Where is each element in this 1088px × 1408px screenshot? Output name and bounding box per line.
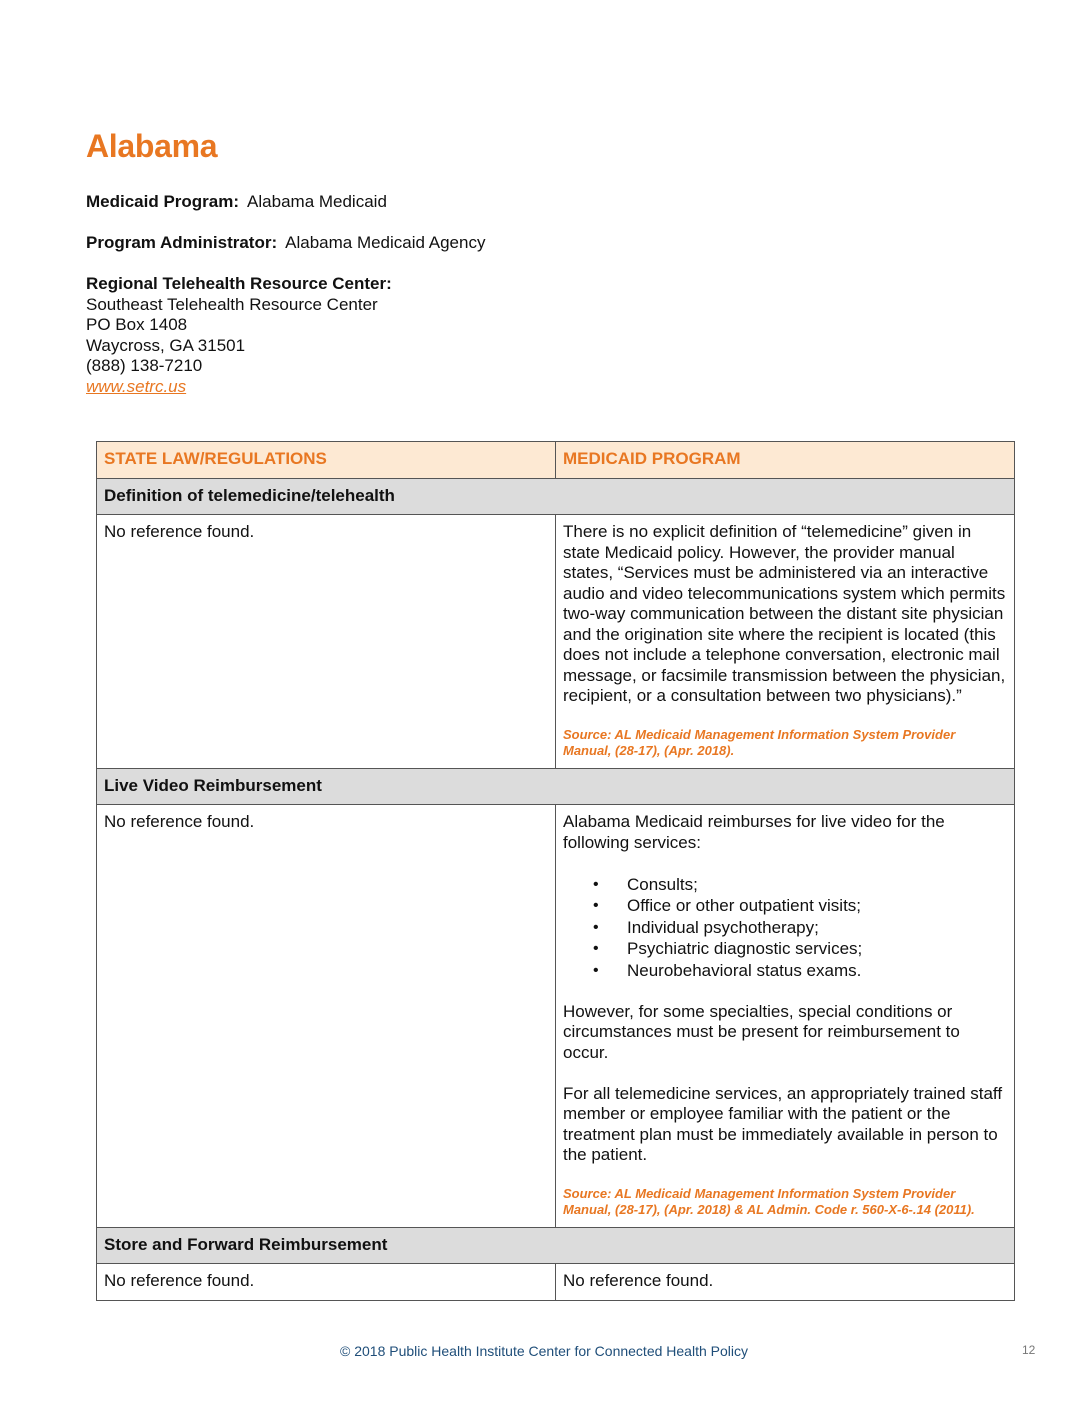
medicaid-intro-text: Alabama Medicaid reimburses for live video for the following services:	[563, 812, 945, 852]
resource-center-phone: (888) 138-7210	[86, 356, 203, 375]
list-item: • Neurobehavioral status exams.	[563, 960, 1007, 982]
footer-copyright: © 2018 Public Health Institute Center for Connected Health Policy	[340, 1343, 748, 1359]
state-law-cell	[97, 805, 556, 1228]
program-administrator-value: Alabama Medicaid Agency	[285, 233, 486, 252]
program-administrator-line	[86, 233, 485, 254]
state-law-text: No reference found.	[104, 1271, 255, 1290]
resource-center-city: Waycross, GA 31501	[86, 335, 246, 355]
resource-center-block	[86, 274, 392, 397]
section-title: Store and Forward Reimbursement	[97, 1227, 1015, 1264]
state-law-text: No reference found.	[104, 522, 255, 541]
medicaid-cell	[556, 1264, 1015, 1301]
medicaid-program-label: Medicaid Program:	[86, 192, 240, 211]
section-row-definition	[97, 478, 1015, 515]
table-row	[97, 1264, 1015, 1301]
header-state-law: STATE LAW/REGULATIONS	[97, 442, 556, 479]
state-law-cell	[97, 1264, 556, 1301]
source-citation: Source: AL Medicaid Management Information System Provider Manual, (28-17), (Apr. 2018) & AL Admin. Code r. 560-X-6-.14 (2011).	[563, 1185, 975, 1217]
list-item: • Office or other outpatient visits;	[563, 895, 1007, 917]
page-number: 12	[1022, 1343, 1036, 1357]
medicaid-cell	[556, 805, 1015, 1228]
medicaid-paragraph: For all telemedicine services, an appropriately trained staff member or employee familiar with the patient or the treatment plan must be immediately available in person to the patient.	[563, 1083, 1003, 1164]
section-title: Live Video Reimbursement	[97, 768, 1015, 805]
services-list	[563, 874, 1007, 982]
policy-table	[96, 441, 1015, 1301]
state-law-cell	[97, 515, 556, 769]
state-law-text: No reference found.	[104, 812, 255, 831]
medicaid-program-value: Alabama Medicaid	[247, 192, 387, 211]
medicaid-paragraph: However, for some specialties, special conditions or circumstances must be present for reimbursement to occur.	[563, 1001, 960, 1062]
program-administrator-label: Program Administrator:	[86, 233, 278, 252]
page-title: Alabama	[86, 128, 218, 164]
section-title: Definition of telemedicine/telehealth	[97, 478, 1015, 515]
medicaid-text: There is no explicit definition of “telemedicine” given in state Medicaid policy. However, the provider manual states, “Services must be administered via an interactive audio and video telecommunications system which permits two-way communication between the distant site physician and the origination site where the recipient is located (this does not include a telephone conversation, electronic mail message, or facsimile transmission between the physician, recipient, or a consultation between two physicians).”	[563, 522, 1006, 705]
header-medicaid-program: MEDICAID PROGRAM	[556, 442, 1015, 479]
list-item: • Individual psychotherapy;	[563, 917, 1007, 939]
list-item: • Consults;	[563, 874, 1007, 896]
resource-center-po-box: PO Box 1408	[86, 315, 188, 334]
table-row	[97, 805, 1015, 1228]
resource-center-name: Southeast Telehealth Resource Center	[86, 294, 378, 314]
source-citation: Source: AL Medicaid Management Information System Provider Manual, (28-17), (Apr. 2018).	[563, 726, 956, 758]
list-item: • Psychiatric diagnostic services;	[563, 938, 1007, 960]
medicaid-text: No reference found.	[563, 1271, 714, 1290]
resource-center-website-link[interactable]: www.setrc.us	[86, 376, 187, 396]
resource-center-label: Regional Telehealth Resource Center:	[86, 274, 392, 293]
medicaid-program-line	[86, 192, 387, 213]
medicaid-cell	[556, 515, 1015, 769]
section-row-live-video	[97, 768, 1015, 805]
table-header-row	[97, 442, 1015, 479]
section-row-store-forward	[97, 1227, 1015, 1264]
table-row	[97, 515, 1015, 769]
